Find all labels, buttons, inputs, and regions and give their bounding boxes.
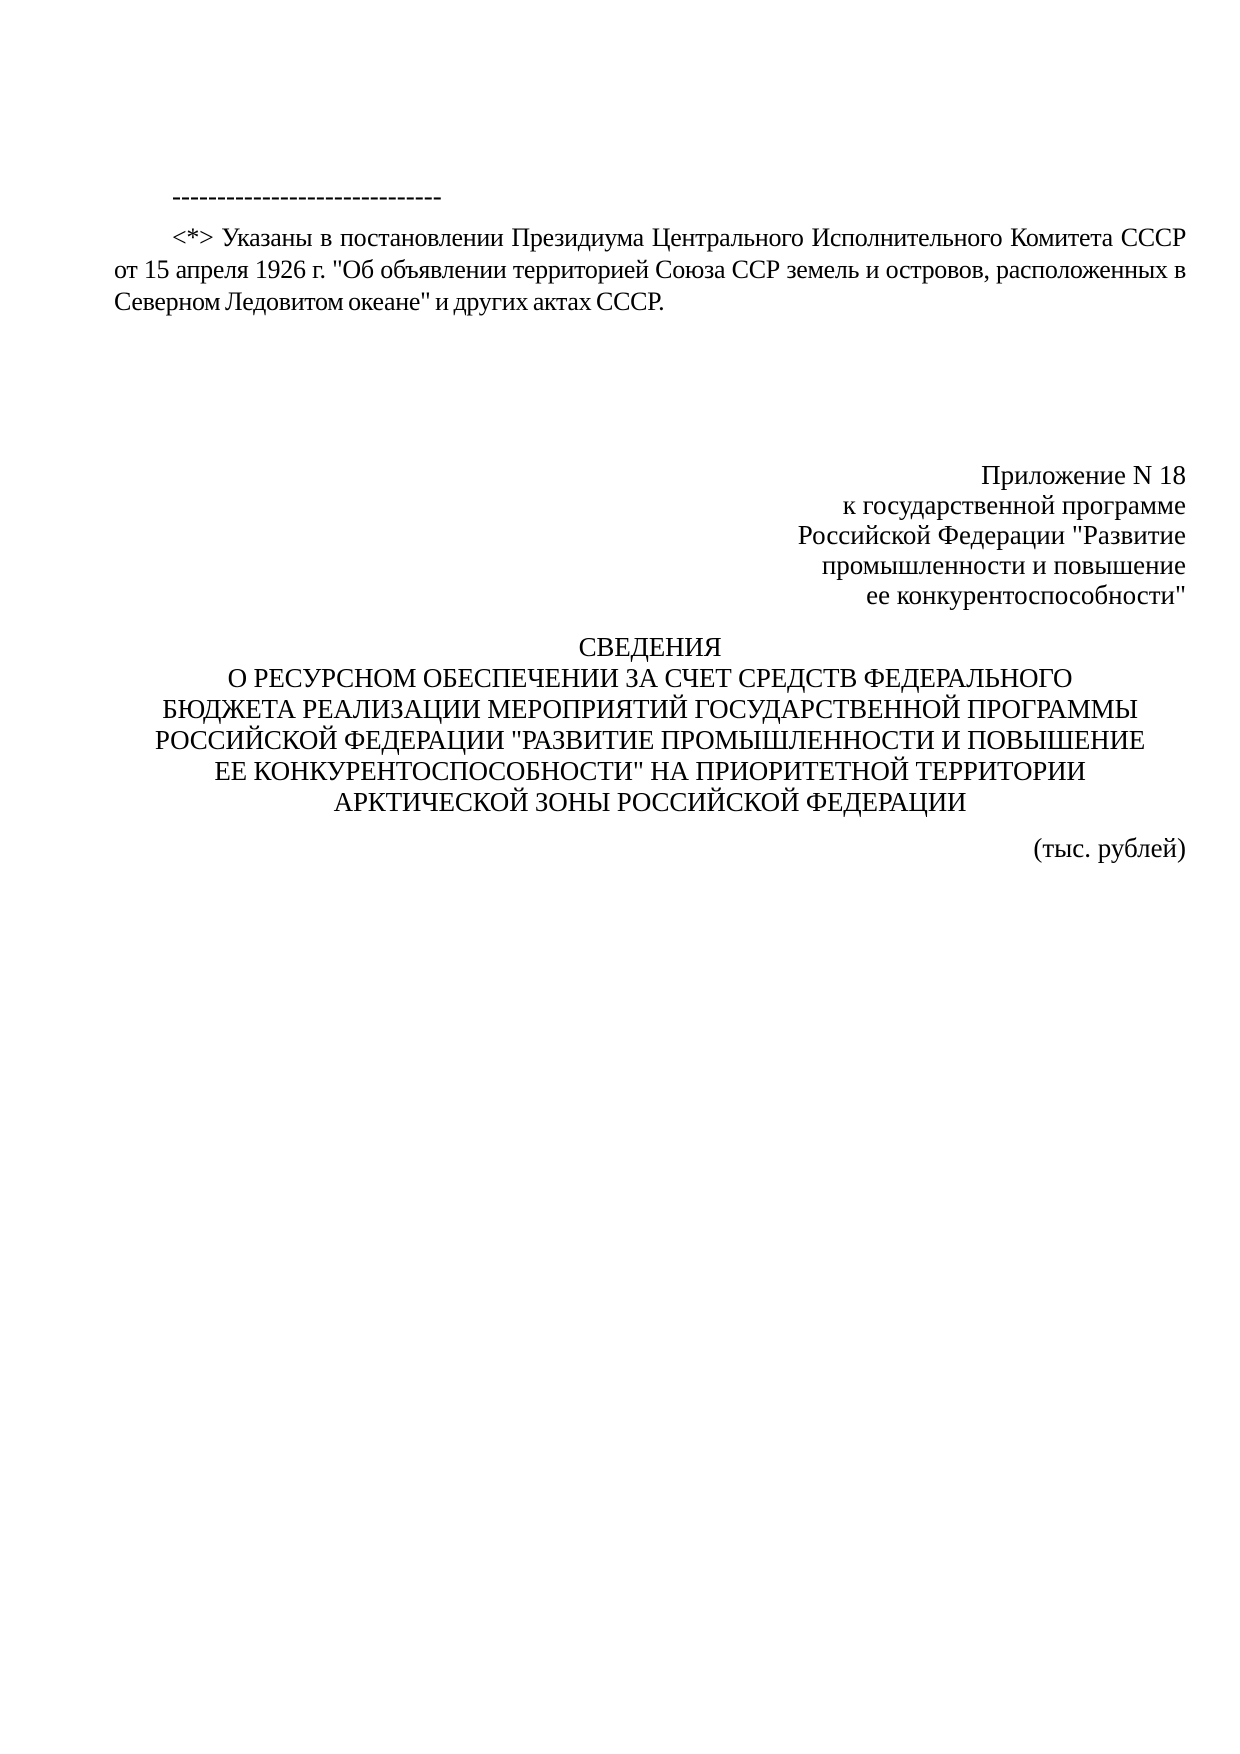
appendix-header-block xyxy=(114,460,1186,610)
footnote-line: от 15 апреля 1926 г. "Об объявлении территорией Союза ССР земель и островов, расположенных в xyxy=(114,255,1186,284)
footnote-paragraph xyxy=(114,222,1186,318)
appendix-line: промышленности и повышение xyxy=(821,550,1186,580)
title-line: АРКТИЧЕСКОЙ ЗОНЫ РОССИЙСКОЙ ФЕДЕРАЦИИ xyxy=(333,787,967,817)
title-line: СВЕДЕНИЯ xyxy=(578,632,722,662)
document-title xyxy=(114,632,1186,818)
title-line: РОССИЙСКОЙ ФЕДЕРАЦИИ "РАЗВИТИЕ ПРОМЫШЛЕННОСТИ И ПОВЫШЕНИЕ xyxy=(154,725,1146,755)
units-label: (тыс. рублей) xyxy=(1033,833,1186,863)
title-line: ЕЕ КОНКУРЕНТОСПОСОБНОСТИ" НА ПРИОРИТЕТНОЙ ТЕРРИТОРИИ xyxy=(214,756,1086,786)
appendix-line: ее конкурентоспособности" xyxy=(866,580,1186,610)
title-line: БЮДЖЕТА РЕАЛИЗАЦИИ МЕРОПРИЯТИЙ ГОСУДАРСТВЕННОЙ ПРОГРАММЫ xyxy=(162,694,1138,724)
appendix-line: к государственной программе xyxy=(842,490,1186,520)
footnote-separator: ------------------------------ xyxy=(172,181,442,211)
footnote-line: Северном Ледовитом океане" и других актах СССР. xyxy=(114,287,665,316)
footnote-line: <*> Указаны в постановлении Президиума Центрального Исполнительного Комитета СССР xyxy=(172,223,1186,252)
appendix-line: Российской Федерации "Развитие xyxy=(797,520,1186,550)
appendix-number-line: Приложение N 18 xyxy=(981,460,1186,490)
title-line: О РЕСУРСНОМ ОБЕСПЕЧЕНИИ ЗА СЧЕТ СРЕДСТВ ФЕДЕРАЛЬНОГО xyxy=(227,663,1073,693)
